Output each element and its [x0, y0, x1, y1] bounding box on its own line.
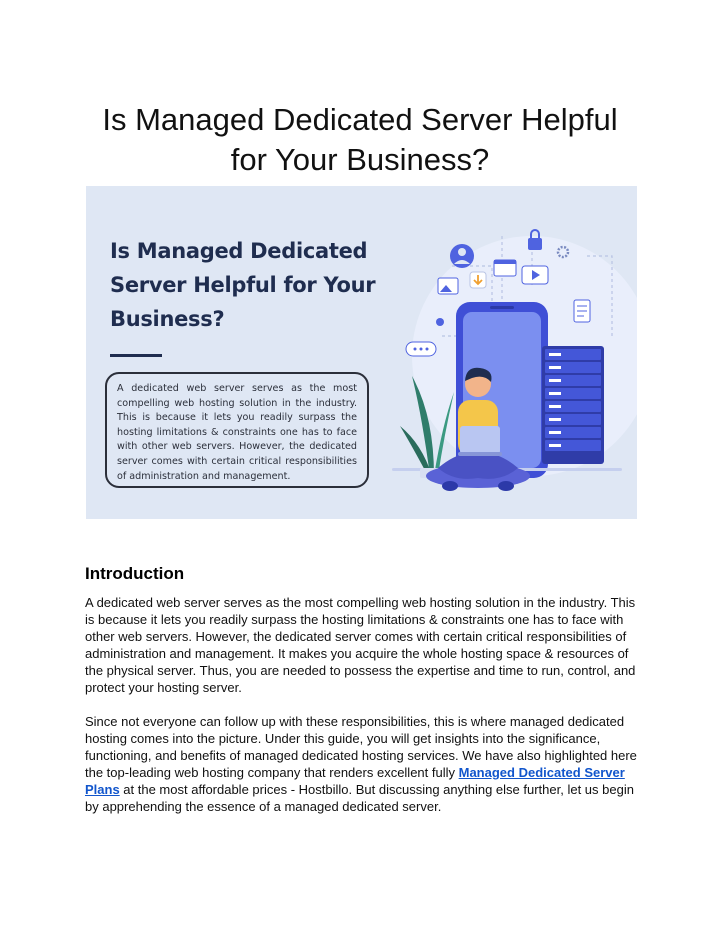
banner-divider [110, 354, 162, 357]
page-title-line-1: Is Managed Dedicated Server Helpful [102, 102, 618, 137]
banner-heading-line-2: Server Helpful for Your [110, 273, 376, 297]
server-illustration [382, 186, 637, 519]
hero-banner-image [86, 186, 637, 519]
page-title-line-2: for Your Business? [230, 142, 490, 177]
lock-icon [528, 238, 542, 250]
paragraph-2-text-after: at the most affordable prices - Hostbillo. But discussing anything else further, let us begin by apprehending the essence of a managed dedicated server. [85, 782, 634, 814]
managed-dedicated-server-plans-link[interactable]: Managed Dedicated Server Plans [85, 765, 625, 797]
introduction-paragraph-2 [85, 713, 637, 815]
introduction-heading: Introduction [85, 564, 185, 583]
banner-heading [110, 234, 410, 336]
page-title [60, 100, 660, 180]
banner-summary-box: A dedicated web server serves as the most compelling web hosting solution in the industry. This is because it lets you readily surpass the hosting limitations & constraints one has to face with other web servers. However, the dedicated server comes with certain critical responsibilities of administration and management. [105, 372, 369, 488]
server-rack [542, 346, 604, 464]
banner-heading-line-3: Business? [110, 307, 225, 331]
paragraph-2-text-before: Since not everyone can follow up with these responsibilities, this is where managed dedicated hosting comes into the picture. Under this guide, you will get insights into the significance, functioning, and benefits of managed dedicated hosting services. We have also highlighted here the top-leading web hosting company that renders excellent fully [85, 714, 637, 780]
network-icon [436, 318, 444, 326]
introduction-paragraph-1: A dedicated web server serves as the most compelling web hosting solution in the industry. This is because it lets you readily surpass the hosting limitations & constraints one has to face with other web servers. However, the dedicated server comes with certain critical responsibilities of administration and management. It makes you acquire the whole hosting space & resources of the physical server. Thus, you are needed to possess the expertise and time to run, control, and protect your hosting server. [85, 595, 636, 695]
banner-heading-line-1: Is Managed Dedicated [110, 239, 368, 263]
